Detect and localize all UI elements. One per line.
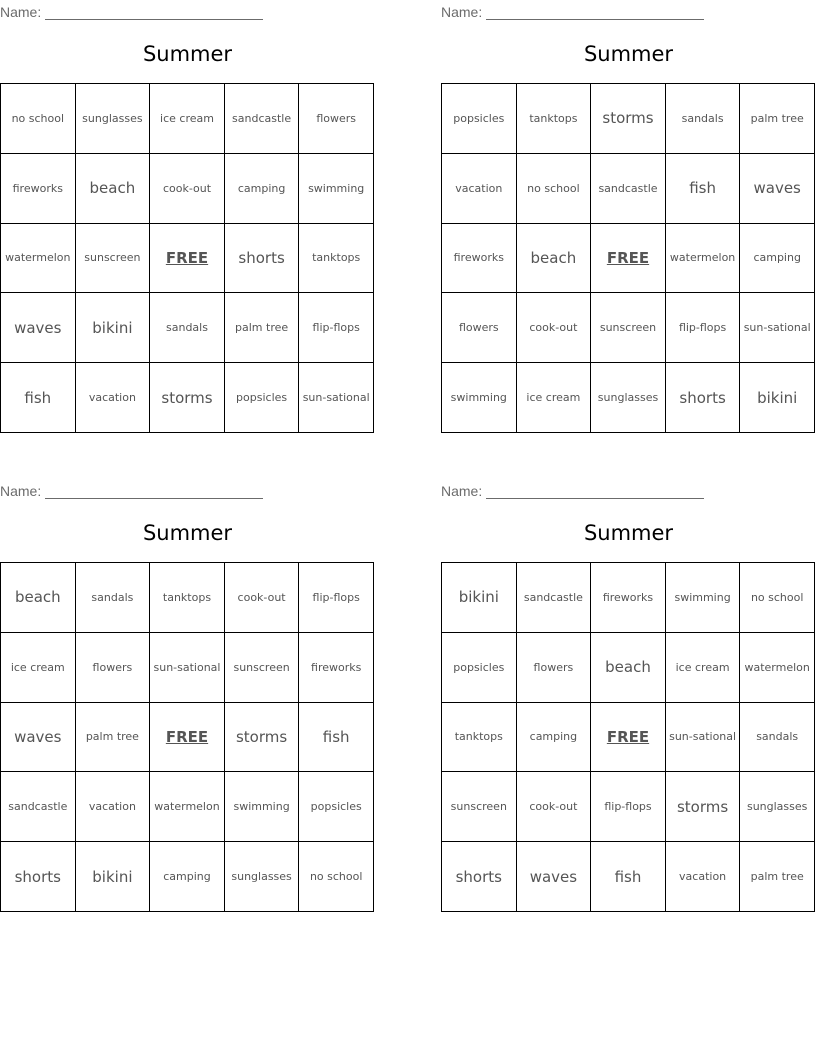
bingo-cell: sandcastle (591, 154, 666, 224)
bingo-cell: cook-out (517, 772, 592, 842)
bingo-cell: sandals (740, 703, 815, 773)
bingo-cell: swimming (442, 363, 517, 433)
bingo-cell: popsicles (299, 772, 374, 842)
bingo-cell: no school (299, 842, 374, 912)
bingo-cell: bikini (740, 363, 815, 433)
bingo-cell: shorts (666, 363, 741, 433)
bingo-card (0, 479, 375, 914)
bingo-cell: tanktops (517, 84, 592, 154)
bingo-cell: camping (225, 154, 300, 224)
bingo-grid (0, 562, 374, 912)
free-space-cell: FREE (591, 703, 666, 773)
bingo-cell: palm tree (225, 293, 300, 363)
bingo-cell: sunglasses (76, 84, 151, 154)
bingo-cell: watermelon (666, 224, 741, 294)
bingo-cell: fish (299, 703, 374, 773)
bingo-cell: beach (1, 563, 76, 633)
bingo-cell: beach (591, 633, 666, 703)
bingo-cell: sandals (666, 84, 741, 154)
bingo-cell: sun-sational (666, 703, 741, 773)
bingo-card (0, 0, 375, 435)
card-title: Summer (142, 521, 233, 545)
bingo-cell: cook-out (150, 154, 225, 224)
bingo-cell: shorts (1, 842, 76, 912)
free-space-cell: FREE (150, 224, 225, 294)
bingo-cell: waves (1, 293, 76, 363)
name-field (441, 481, 704, 499)
bingo-cell: sandcastle (1, 772, 76, 842)
bingo-cell: tanktops (299, 224, 374, 294)
bingo-cell: ice cream (517, 363, 592, 433)
bingo-cell: sandals (150, 293, 225, 363)
bingo-cell: fireworks (442, 224, 517, 294)
bingo-cell: shorts (225, 224, 300, 294)
bingo-cell: ice cream (150, 84, 225, 154)
bingo-cell: flowers (517, 633, 592, 703)
bingo-cell: vacation (666, 842, 741, 912)
bingo-cell: storms (666, 772, 741, 842)
bingo-cell: fish (666, 154, 741, 224)
bingo-cell: camping (517, 703, 592, 773)
bingo-cell: sandcastle (225, 84, 300, 154)
bingo-cell: storms (225, 703, 300, 773)
name-blank-line (486, 484, 704, 499)
bingo-cell: sunscreen (76, 224, 151, 294)
bingo-cell: waves (1, 703, 76, 773)
name-label: Name: (441, 483, 483, 499)
name-label: Name: (0, 483, 42, 499)
name-field (0, 2, 263, 20)
bingo-cell: beach (517, 224, 592, 294)
bingo-cell: sun-sational (150, 633, 225, 703)
bingo-cell: swimming (299, 154, 374, 224)
bingo-cell: sunglasses (740, 772, 815, 842)
bingo-cell: ice cream (666, 633, 741, 703)
bingo-cell: cook-out (517, 293, 592, 363)
card-title: Summer (583, 521, 674, 545)
bingo-cell: no school (1, 84, 76, 154)
bingo-cell: fish (1, 363, 76, 433)
name-field (0, 481, 263, 499)
bingo-grid (441, 562, 815, 912)
name-blank-line (486, 5, 704, 20)
bingo-cell: tanktops (150, 563, 225, 633)
bingo-cell: camping (150, 842, 225, 912)
bingo-cell: palm tree (76, 703, 151, 773)
bingo-cell: storms (591, 84, 666, 154)
bingo-cell: flowers (76, 633, 151, 703)
bingo-cell: bikini (76, 293, 151, 363)
bingo-cell: sun-sational (740, 293, 815, 363)
bingo-cell: ice cream (1, 633, 76, 703)
name-field (441, 2, 704, 20)
bingo-cell: fireworks (299, 633, 374, 703)
name-blank-line (45, 484, 263, 499)
bingo-grid (0, 83, 374, 433)
card-title: Summer (142, 42, 233, 66)
bingo-cell: popsicles (442, 84, 517, 154)
bingo-cell: sunscreen (591, 293, 666, 363)
bingo-cell: flip-flops (299, 293, 374, 363)
bingo-cell: watermelon (1, 224, 76, 294)
free-space-cell: FREE (150, 703, 225, 773)
bingo-cell: no school (740, 563, 815, 633)
bingo-cell: flip-flops (299, 563, 374, 633)
bingo-cell: fish (591, 842, 666, 912)
bingo-cell: vacation (76, 772, 151, 842)
bingo-cell: no school (517, 154, 592, 224)
bingo-cell: sunscreen (225, 633, 300, 703)
bingo-cell: flip-flops (666, 293, 741, 363)
name-label: Name: (0, 4, 42, 20)
bingo-cell: fireworks (591, 563, 666, 633)
bingo-cell: bikini (76, 842, 151, 912)
bingo-cell: watermelon (150, 772, 225, 842)
bingo-cell: popsicles (225, 363, 300, 433)
bingo-cell: popsicles (442, 633, 517, 703)
bingo-card (441, 0, 816, 435)
bingo-cell: sandcastle (517, 563, 592, 633)
bingo-cell: waves (517, 842, 592, 912)
bingo-cell: sun-sational (299, 363, 374, 433)
bingo-cell: sunglasses (225, 842, 300, 912)
bingo-cell: flip-flops (591, 772, 666, 842)
bingo-cell: vacation (442, 154, 517, 224)
bingo-cell: fireworks (1, 154, 76, 224)
bingo-cell: palm tree (740, 84, 815, 154)
bingo-cell: waves (740, 154, 815, 224)
bingo-cell: beach (76, 154, 151, 224)
bingo-cell: vacation (76, 363, 151, 433)
bingo-cell: sunglasses (591, 363, 666, 433)
bingo-cell: cook-out (225, 563, 300, 633)
bingo-cell: storms (150, 363, 225, 433)
bingo-card (441, 479, 816, 914)
bingo-cell: sunscreen (442, 772, 517, 842)
bingo-grid (441, 83, 815, 433)
bingo-cell: tanktops (442, 703, 517, 773)
bingo-cell: flowers (442, 293, 517, 363)
bingo-cell: watermelon (740, 633, 815, 703)
bingo-cell: bikini (442, 563, 517, 633)
bingo-cell: swimming (666, 563, 741, 633)
name-blank-line (45, 5, 263, 20)
bingo-cell: camping (740, 224, 815, 294)
bingo-cell: shorts (442, 842, 517, 912)
bingo-cell: swimming (225, 772, 300, 842)
card-title: Summer (583, 42, 674, 66)
free-space-cell: FREE (591, 224, 666, 294)
bingo-cell: sandals (76, 563, 151, 633)
bingo-cell: palm tree (740, 842, 815, 912)
name-label: Name: (441, 4, 483, 20)
bingo-cell: flowers (299, 84, 374, 154)
